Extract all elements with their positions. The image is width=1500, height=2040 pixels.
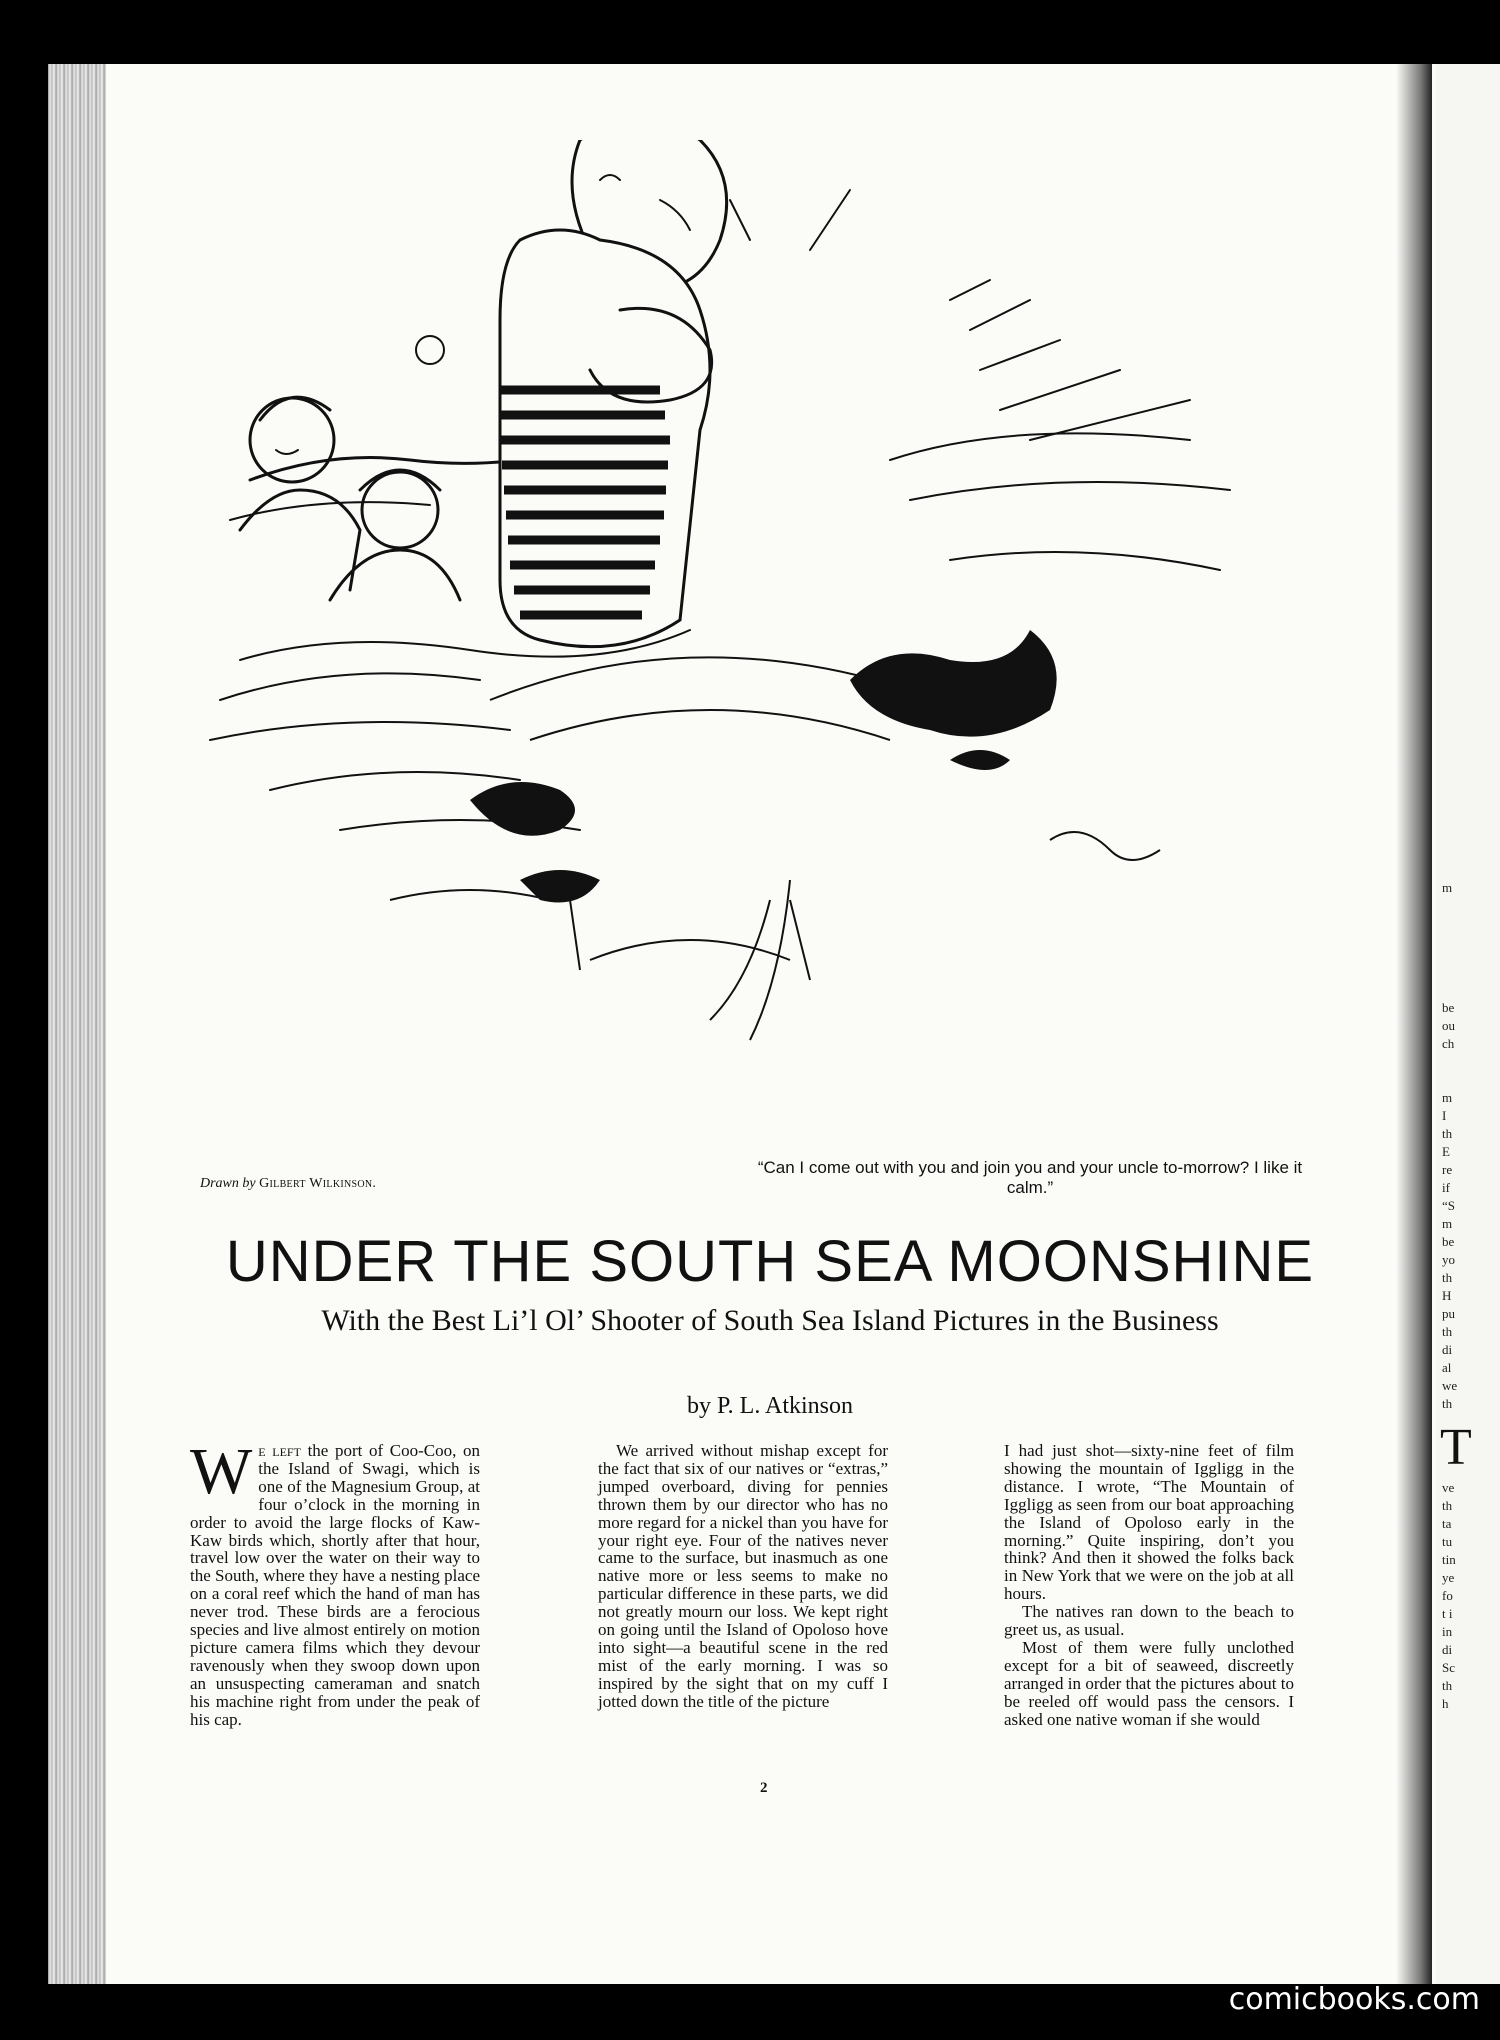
- column-1-text: the port of Coo-Coo, on the Island of Swagi, which is one of the Magnesium Group, at four o’clock in the morning in order to avoid the large flocks of Kaw-Kaw birds which, shortly after that hour, travel low over the water on their way to the South, where they have a nesting place on a coral reef which the hand of man has never trod. These birds are a ferocious species and live almost entirely on motion picture camera films which they devour ravenously when they swoop down upon an unsuspecting cameraman and snatch his machine right from under the peak of his cap.: [190, 1441, 481, 1729]
- facing-page-text-fragment: be: [1442, 1000, 1455, 1015]
- drop-cap: W: [190, 1435, 253, 1508]
- credit-artist: Gilbert Wilkinson.: [259, 1176, 377, 1191]
- facing-page-text-fragment: h: [1442, 1696, 1449, 1711]
- facing-page-text-fragment: m: [1442, 880, 1453, 895]
- facing-page-text-fragment: th: [1442, 1126, 1453, 1141]
- facing-page-text-fragment: “S: [1442, 1198, 1455, 1213]
- column-3-paragraph-1: I had just shot—sixty-nine feet of film showing the mountain of Iggligg in the distance. I wrote, “The Mountain of Iggligg as seen from our boat approaching the Island of Opoloso early in the morning.” Quite inspiring, don’t you think? And then it showed the folks back in New York that we were on the job at all hours.: [1004, 1441, 1294, 1604]
- article-column-3: [1004, 1442, 1294, 1729]
- facing-page-text-fragment: E: [1442, 1144, 1450, 1159]
- facing-page-text-fragment: we: [1442, 1378, 1458, 1393]
- facing-page-text-fragment: H: [1442, 1288, 1452, 1303]
- facing-page-text-fragment: tin: [1442, 1552, 1456, 1567]
- page-binding-edge: [48, 64, 106, 1984]
- watermark-logo: comicbooks.com: [1228, 1982, 1480, 2017]
- page-number: 2: [760, 1780, 768, 1796]
- facing-page-text-fragment: m: [1442, 1216, 1453, 1231]
- facing-page-text-fragment: in: [1442, 1624, 1453, 1639]
- facing-page-text-fragment: al: [1442, 1360, 1452, 1375]
- facing-page-text-fragment: m: [1442, 1090, 1453, 1105]
- facing-page-text-fragment: di: [1442, 1342, 1453, 1357]
- facing-page-text-fragment: Sc: [1442, 1660, 1455, 1675]
- facing-page-text-fragment: ta: [1442, 1516, 1452, 1531]
- column-2-text: We arrived without mishap except for the fact that six of our natives or “extras,” jumped overboard, diving for pennies thrown them by our director who has no more regard for a nickel than you have for your right eye. Four of the natives never came to the surface, but inasmuch as one native more or less seems to make no particular difference in these parts, we did not greatly mourn our loss. We kept right on going until the Island of Opoloso hove into sight—a beautiful scene in the red mist of the early morning. I was so inspired by the sight that on my cuff I jotted down the title of the picture: [598, 1441, 888, 1711]
- facing-page-big-letter: T: [1440, 1419, 1472, 1476]
- facing-page-text-fragment: ye: [1442, 1570, 1455, 1585]
- illustration-caption: “Can I come out with you and join you and your uncle to-morrow? I like it calm.”: [757, 1158, 1303, 1197]
- lead-in: e left: [258, 1441, 301, 1460]
- facing-page-text-fragment: th: [1442, 1270, 1453, 1285]
- column-3-paragraph-2: The natives ran down to the beach to greet us, as usual.: [1004, 1602, 1294, 1640]
- facing-page-text-fragment: fo: [1442, 1588, 1453, 1603]
- illustration-credit: [200, 1176, 376, 1192]
- facing-page-text-fragment: th: [1442, 1678, 1453, 1693]
- facing-page-text-fragment: I: [1442, 1108, 1447, 1123]
- credit-prefix: Drawn by: [200, 1176, 256, 1191]
- facing-page-text-fragment: di: [1442, 1642, 1453, 1657]
- article-subtitle: With the Best Li’l Ol’ Shooter of South Sea Island Pictures in the Business: [321, 1304, 1219, 1337]
- facing-page-text-fragment: re: [1442, 1162, 1453, 1177]
- facing-page-text-fragment: ve: [1442, 1480, 1455, 1495]
- article-byline: by P. L. Atkinson: [686, 1393, 854, 1419]
- gutter-shadow: [1396, 64, 1432, 1984]
- facing-page-text-fragment: th: [1442, 1396, 1453, 1411]
- facing-page-text-fragment: th: [1442, 1498, 1453, 1513]
- facing-page-text-fragment: if: [1442, 1180, 1450, 1195]
- column-3-paragraph-3: Most of them were fully unclothed except for a bit of seaweed, discreetly arranged in order that the pictures about to be reeled off would pass the censors. I asked one native woman if she would: [1004, 1637, 1294, 1729]
- facing-page-text-fragment: pu: [1442, 1306, 1455, 1321]
- facing-page-text-fragment: ou: [1442, 1018, 1455, 1033]
- facing-page-text-fragment: be: [1442, 1234, 1455, 1249]
- article-title: UNDER THE SOUTH SEA MOONSHINE: [225, 1229, 1315, 1294]
- illustration-beach-cartoon: [190, 140, 1370, 1140]
- facing-page-fragment: [1436, 64, 1500, 1984]
- facing-page-text-fragment: t i: [1442, 1606, 1453, 1621]
- article-column-1: [190, 1435, 481, 1729]
- facing-page-text-fragment: yo: [1442, 1252, 1455, 1267]
- article-column-2: [598, 1442, 888, 1711]
- facing-page-text-fragment: th: [1442, 1324, 1453, 1339]
- facing-page-text-fragment: tu: [1442, 1534, 1453, 1549]
- facing-page-text-fragment: ch: [1442, 1036, 1455, 1051]
